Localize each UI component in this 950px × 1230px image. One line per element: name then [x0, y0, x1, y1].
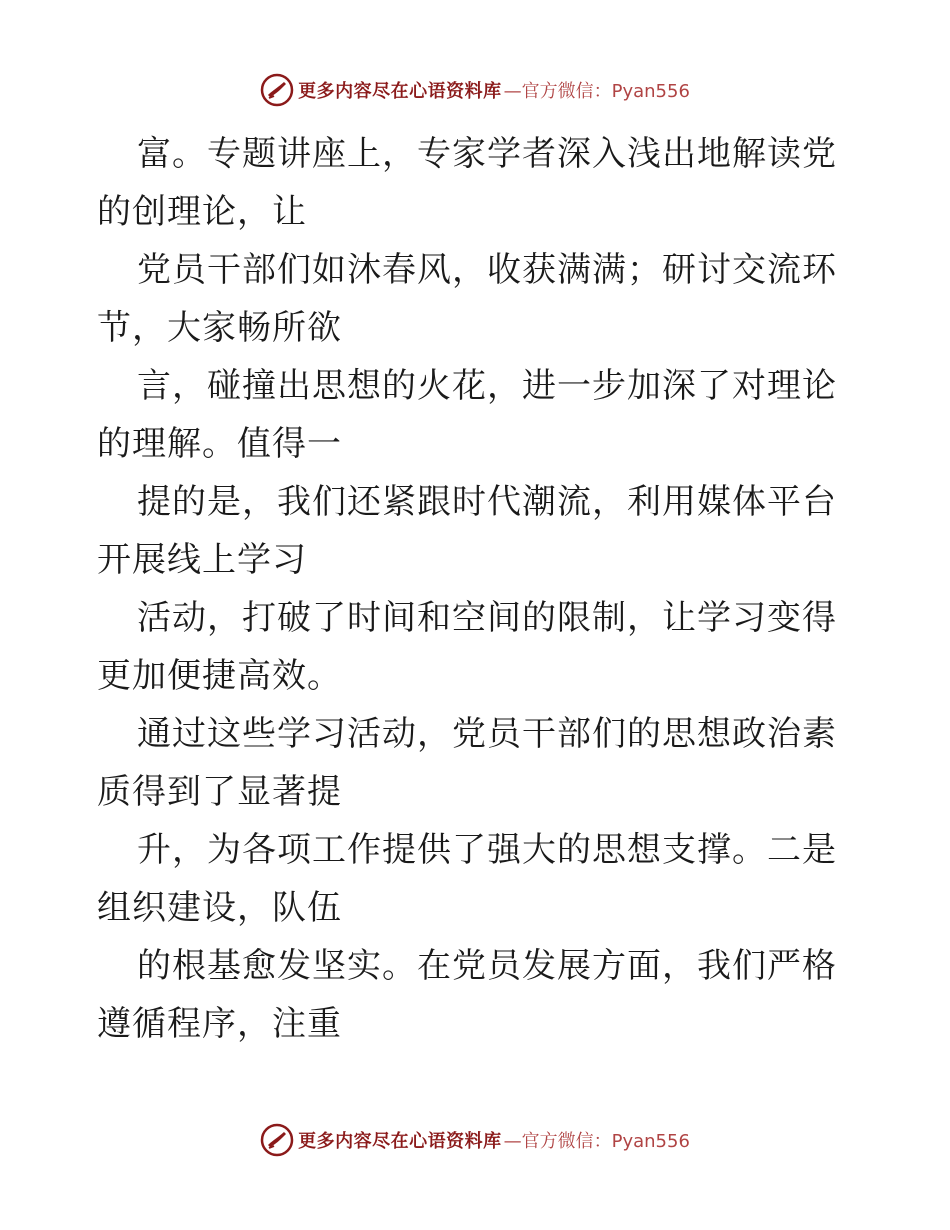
- banner-title: 更多内容尽在心语资料库: [298, 1131, 502, 1152]
- banner-wechat: —官方微信：Pyan556: [503, 1131, 690, 1152]
- paragraph: 通过这些学习活动，党员干部们的思想政治素质得到了显著提: [97, 714, 837, 812]
- document-body: [97, 125, 867, 1053]
- footer-banner: [0, 1120, 950, 1160]
- header-banner: [0, 70, 950, 110]
- paragraph: 活动，打破了时间和空间的限制，让学习变得更加便捷高效。: [97, 598, 837, 696]
- paragraph: 富。专题讲座上，专家学者深入浅出地解读党的创理论，让: [97, 134, 837, 232]
- banner-wechat: —官方微信：Pyan556: [503, 81, 690, 102]
- quill-book-logo-icon: [260, 1123, 294, 1157]
- paragraph: 提的是，我们还紧跟时代潮流，利用媒体平台开展线上学习: [97, 482, 837, 580]
- quill-book-logo-icon: [260, 73, 294, 107]
- paragraph: 党员干部们如沐春风，收获满满；研讨交流环节，大家畅所欲: [97, 250, 837, 348]
- paragraph: 言，碰撞出思想的火花，进一步加深了对理论的理解。值得一: [97, 366, 837, 464]
- banner-title: 更多内容尽在心语资料库: [298, 81, 502, 102]
- paragraph: 升，为各项工作提供了强大的思想支撑。二是组织建设，队伍: [97, 830, 837, 928]
- paragraph: 的根基愈发坚实。在党员发展方面，我们严格遵循程序，注重: [97, 946, 837, 1044]
